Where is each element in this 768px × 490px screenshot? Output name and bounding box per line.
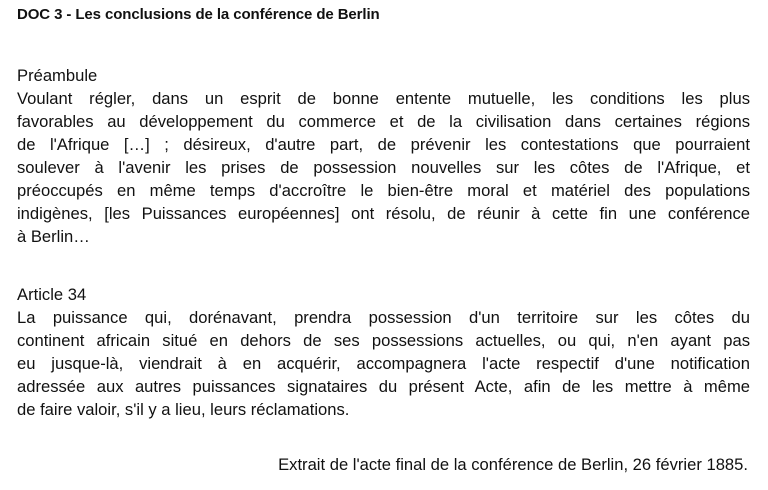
article-heading: Article 34 [17, 285, 87, 304]
source-citation: Extrait de l'acte final de la conférence de Berlin, 26 février 1885. [278, 455, 748, 474]
preamble-line: à Berlin… [17, 227, 90, 246]
preamble-line: favorables au développement du commerce et de la civilisation dans certaines régions [17, 112, 750, 131]
preamble-line: Voulant régler, dans un esprit de bonne entente mutuelle, les conditions les plus [17, 89, 750, 108]
preamble-line: de l'Afrique […] ; désireux, d'autre part, de prévenir les contestations que pourraient [17, 135, 750, 154]
article-line: adressée aux autres puissances signataires du présent Acte, afin de les mettre à même [17, 377, 750, 396]
article-line: de faire valoir, s'il y a lieu, leurs réclamations. [17, 400, 350, 419]
article-line: eu jusque-là, viendrait à en acquérir, accompagnera l'acte respectif d'une notification [17, 354, 750, 373]
preamble-heading: Préambule [17, 66, 98, 85]
document-title: DOC 3 - Les conclusions de la conférence de Berlin [17, 6, 380, 23]
preamble-line: soulever à l'avenir les prises de possession nouvelles sur les côtes de l'Afrique, et [17, 158, 750, 177]
article-34-section [17, 283, 750, 421]
preamble-section [17, 64, 750, 248]
preamble-line: préoccupés en même temps d'accroître le bien-être moral et matériel des populations [17, 181, 750, 200]
preamble-line: indigènes, [les Puissances européennes] ont résolu, de réunir à cette fin une conférence [17, 204, 750, 223]
article-line: La puissance qui, dorénavant, prendra possession d'un territoire sur les côtes du [17, 308, 750, 327]
article-line: continent africain situé en dehors de ses possessions actuelles, ou qui, n'en ayant pas [17, 331, 750, 350]
